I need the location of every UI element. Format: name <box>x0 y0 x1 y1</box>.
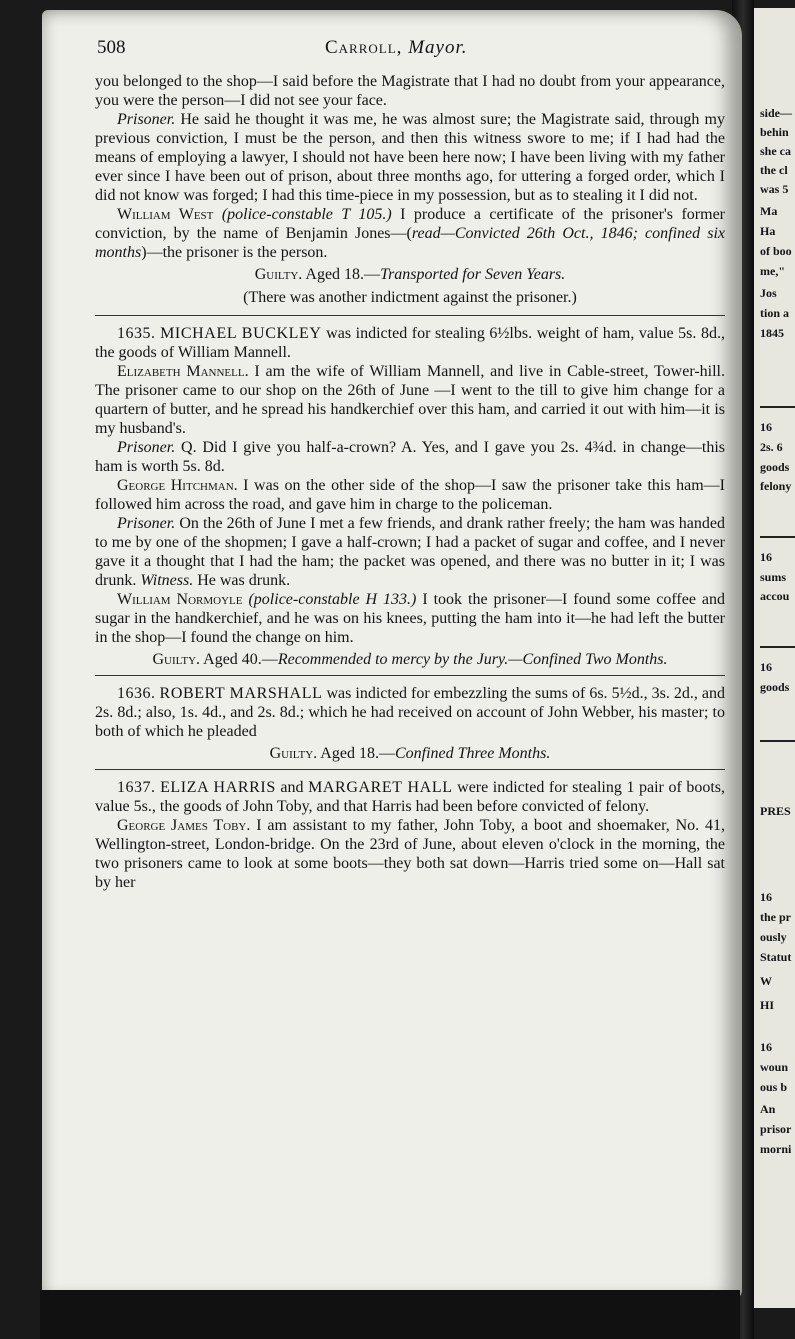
verdict <box>95 650 725 669</box>
testimony-text: He said he thought it was me, he was almost sure; the Magistrate said, through my previous conviction, I must be the person, and then this witness swore to me; if I had had the means of employing a lawyer, I should not have been here now; I have been living with my father ever since I have been out of prison, about three months ago, for uttering a forged order, which I did not know was forged; I had this time-piece in my possession, but as to stealing it I did not. <box>95 111 725 204</box>
facing-fragment: 16 <box>760 890 772 904</box>
case-divider <box>95 769 725 770</box>
facing-fragment: me," <box>760 264 785 278</box>
verdict-label: Guilty. <box>152 651 201 668</box>
witness-name: George Hitchman. <box>117 477 238 494</box>
speaker-label: Prisoner. <box>117 439 176 456</box>
facing-fragment: behin <box>760 125 789 139</box>
facing-fragment: prisor <box>760 1122 792 1136</box>
facing-fragment: An <box>760 1102 776 1116</box>
case-number: 1635. <box>117 325 156 342</box>
indictment-text: was indicted for embezzling the sums of 6s. 5½d., 3s. 2d., and 2s. 8d.; also, 1s. 4d., and 2s. 8d.; which he had received on account of John Webber, his master; to both of which he pleaded <box>95 685 726 740</box>
facing-fragment: side— <box>760 106 793 120</box>
facing-fragment: the cl <box>760 163 788 177</box>
facing-fragment: 1845 <box>760 326 784 340</box>
indictment-text: were indicted for stealing 1 pair of boots, value 5s., the goods of John Toby, and that Harris had been before convicted of felony. <box>95 779 725 815</box>
facing-fragment: Ma <box>760 204 778 218</box>
facing-fragment: felony <box>760 479 792 493</box>
paragraph <box>95 362 725 438</box>
facing-fragment: HI <box>760 998 775 1012</box>
facing-fragment: sums <box>760 570 787 584</box>
facing-fragment: 16 <box>760 1040 772 1054</box>
facing-fragment: ous b <box>760 1080 788 1094</box>
facing-page-edge <box>754 8 795 1308</box>
conjunction: and <box>275 779 309 796</box>
paragraph <box>95 476 725 514</box>
facing-fragment: tion a <box>760 306 790 320</box>
verdict-sentence: Transported for Seven Years. <box>380 266 566 283</box>
testimony-text: )—the prisoner is the person. <box>141 244 328 261</box>
paragraph <box>95 816 725 892</box>
running-head-name: Carroll, <box>325 37 403 58</box>
paragraph <box>95 438 725 476</box>
witness-name: William West <box>117 206 214 223</box>
case-heading <box>95 778 725 816</box>
facing-fragment: ously <box>760 930 787 944</box>
witness-role: (police-constable H 133.) <box>248 591 417 608</box>
testimony-italic: read—Convicted 26th Oct., 1846; confined six months <box>95 225 726 261</box>
page-content <box>95 38 725 892</box>
speaker-label: Prisoner. <box>117 111 176 128</box>
facing-fragment: was 5 <box>760 182 789 196</box>
case-number: 1636. <box>117 685 156 702</box>
verdict-age: Aged 40.— <box>200 651 278 668</box>
testimony-text: Q. Did I give you half-a-crown? A. Yes, and I gave you 2s. 4¾d. in change—this ham is worth 5s. 8d. <box>95 439 725 475</box>
case-heading <box>95 324 725 362</box>
facing-fragment: Jos <box>760 286 777 300</box>
testimony-text: I produce a certificate of the prisoner's former conviction, by the name of Benjamin Jones—( <box>95 206 725 242</box>
facing-fragment: she ca <box>760 144 791 158</box>
paragraph <box>95 110 725 205</box>
defendant-name: ELIZA HARRIS <box>160 779 276 796</box>
facing-fragment: PRES <box>760 804 791 818</box>
facing-fragment: 16 <box>760 420 772 434</box>
defendant-name: MICHAEL BUCKLEY <box>160 325 322 342</box>
verdict <box>95 744 725 763</box>
facing-fragment: 16 <box>760 550 772 564</box>
indictment-text: was indicted for stealing 6½lbs. weight of ham, value 5s. 8d., the goods of William Mannell. <box>95 325 726 361</box>
facing-fragment: the pr <box>760 910 791 924</box>
witness-name: George James Toby. <box>117 817 251 834</box>
facing-rule <box>760 646 795 648</box>
facing-fragment: goods <box>760 460 790 474</box>
facing-fragment: goods <box>760 680 790 694</box>
verdict-label: Guilty. <box>254 266 303 283</box>
verdict-age: Aged 18.— <box>317 745 395 762</box>
facing-fragment: W <box>760 974 772 988</box>
case-number: 1637. <box>117 779 156 796</box>
facing-fragment: of boo <box>760 244 792 258</box>
paragraph <box>95 514 725 590</box>
testimony-text: I took the prisoner—I found some coffee and sugar in the handkerchief, and he was on his knees, putting the ham into it—he had left the butter in the shop—I found the change on him. <box>95 591 726 646</box>
facing-fragment: woun <box>760 1060 789 1074</box>
paragraph <box>95 205 725 262</box>
facing-fragment: Ha <box>760 224 776 238</box>
case-divider <box>95 315 725 316</box>
facing-rule <box>760 406 795 408</box>
page-number: 508 <box>97 37 126 58</box>
verdict <box>95 265 725 284</box>
page-header <box>95 38 725 72</box>
paragraph: you belonged to the shop—I said before the Magistrate that I had no doubt from your appearance, you were the person—I did not see your face. <box>95 73 725 109</box>
facing-fragment: morni <box>760 1142 792 1156</box>
defendant-name: MARGARET HALL <box>308 779 453 796</box>
verdict-age: Aged 18.— <box>302 266 381 283</box>
running-head <box>325 38 468 57</box>
paragraph <box>95 590 725 647</box>
facing-rule <box>760 740 795 742</box>
facing-fragment: 2s. 6 <box>760 440 783 454</box>
witness-name: Elizabeth Mannell. <box>117 363 249 380</box>
verdict-sentence: Confined Three Months. <box>394 745 551 762</box>
testimony-text: I was on the other side of the shop—I saw the prisoner take this ham—I followed him across the road, and gave him in charge to the policeman. <box>95 477 725 513</box>
witness-role: (police-constable T 105.) <box>221 206 392 223</box>
verdict-sentence: Recommended to mercy by the Jury.—Confined Two Months. <box>277 651 668 668</box>
testimony-text: On the 26th of June I met a few friends, and drank rather freely; the ham was handed to me by one of the shopmen; I gave a half-crown; I had a packet of sugar and coffee, and I never gave it a thought that I had the ham; the packet was opened, and there was no butter in it; I was drunk. <box>95 515 725 589</box>
facing-rule <box>760 536 795 538</box>
case-divider <box>95 675 725 676</box>
facing-fragment: Statut <box>760 950 792 964</box>
speaker-label: Witness. <box>136 572 194 589</box>
verdict-label: Guilty. <box>269 745 318 762</box>
witness-name: William Normoyle <box>117 591 243 608</box>
note: (There was another indictment against the prisoner.) <box>243 289 577 306</box>
speaker-label: Prisoner. <box>117 515 176 532</box>
running-head-title: Mayor. <box>408 37 468 58</box>
testimony-text: I am assistant to my father, John Toby, a boot and shoemaker, No. 41, Wellington-street, London-bridge. On the 23rd of June, about eleven o'clock in the morning, the two prisoners came to look at some boots—they both sat down—Harris tried some on—Hall sat by her <box>95 817 725 891</box>
defendant-name: ROBERT MARSHALL <box>159 685 323 702</box>
facing-fragment: 16 <box>760 660 772 674</box>
testimony-text: He was drunk. <box>193 572 291 589</box>
facing-fragment: accou <box>760 589 790 603</box>
case-heading <box>95 684 725 741</box>
page-bottom-shadow <box>40 1290 740 1339</box>
testimony-text: I am the wife of William Mannell, and live in Cable-street, Tower-hill. The prisoner came to our shop on the 26th of June —I went to the till to give him change for a quartern of butter, and he spread his handkerchief over this ham, and carried it out with him—it is my husband's. <box>95 363 725 437</box>
